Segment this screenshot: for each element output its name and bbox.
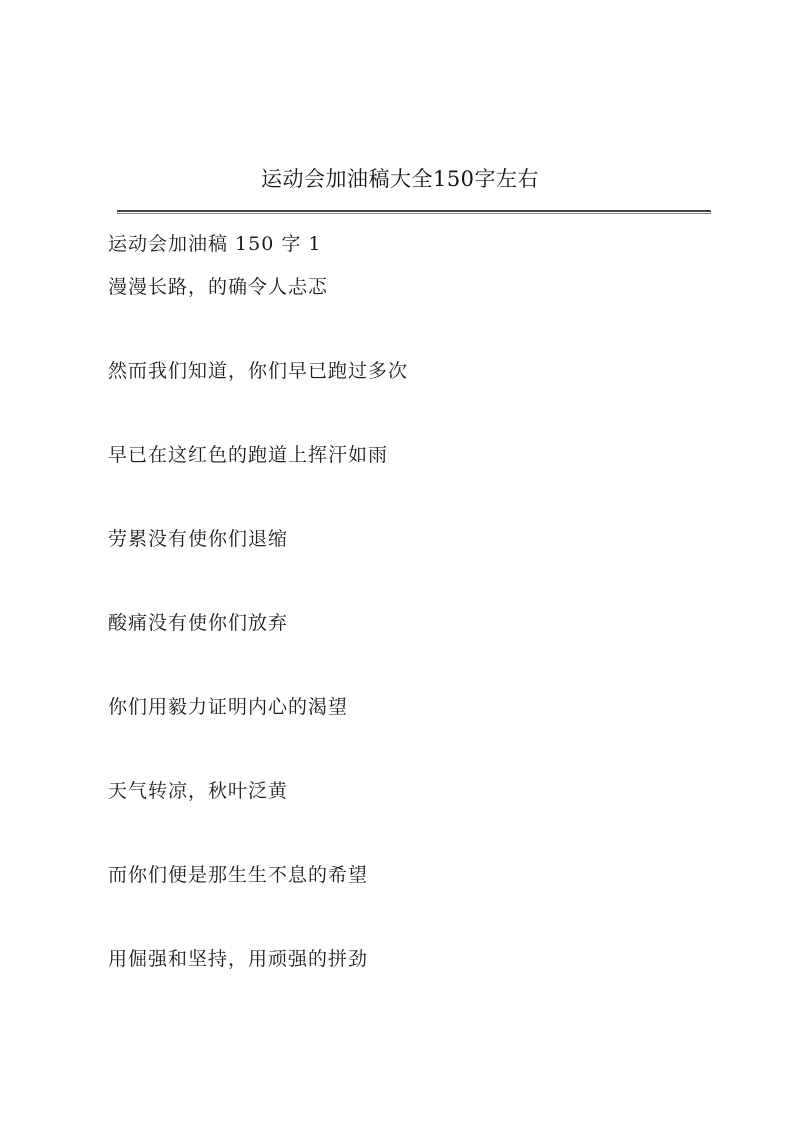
poem-line: 你们用毅力证明内心的渴望: [108, 696, 349, 718]
poem-line: 酸痛没有使你们放弃: [108, 612, 289, 634]
poem-line: 用倔强和坚持，用顽强的拼劲: [108, 948, 369, 970]
poem-line: 而你们便是那生生不息的希望: [108, 864, 369, 886]
poem-line: 然而我们知道，你们早已跑过多次: [108, 360, 409, 382]
poem-line: 天气转凉，秋叶泛黄: [108, 780, 289, 802]
document-title: 运动会加油稿大全150字左右: [260, 167, 540, 191]
section-heading: 运动会加油稿 150 字 1: [108, 233, 322, 255]
poem-line: 劳累没有使你们退缩: [108, 528, 289, 550]
poem-line: 漫漫长路，的确令人忐忑: [108, 276, 329, 298]
title-divider: [117, 210, 711, 214]
poem-line: 早已在这红色的跑道上挥汗如雨: [108, 444, 389, 466]
